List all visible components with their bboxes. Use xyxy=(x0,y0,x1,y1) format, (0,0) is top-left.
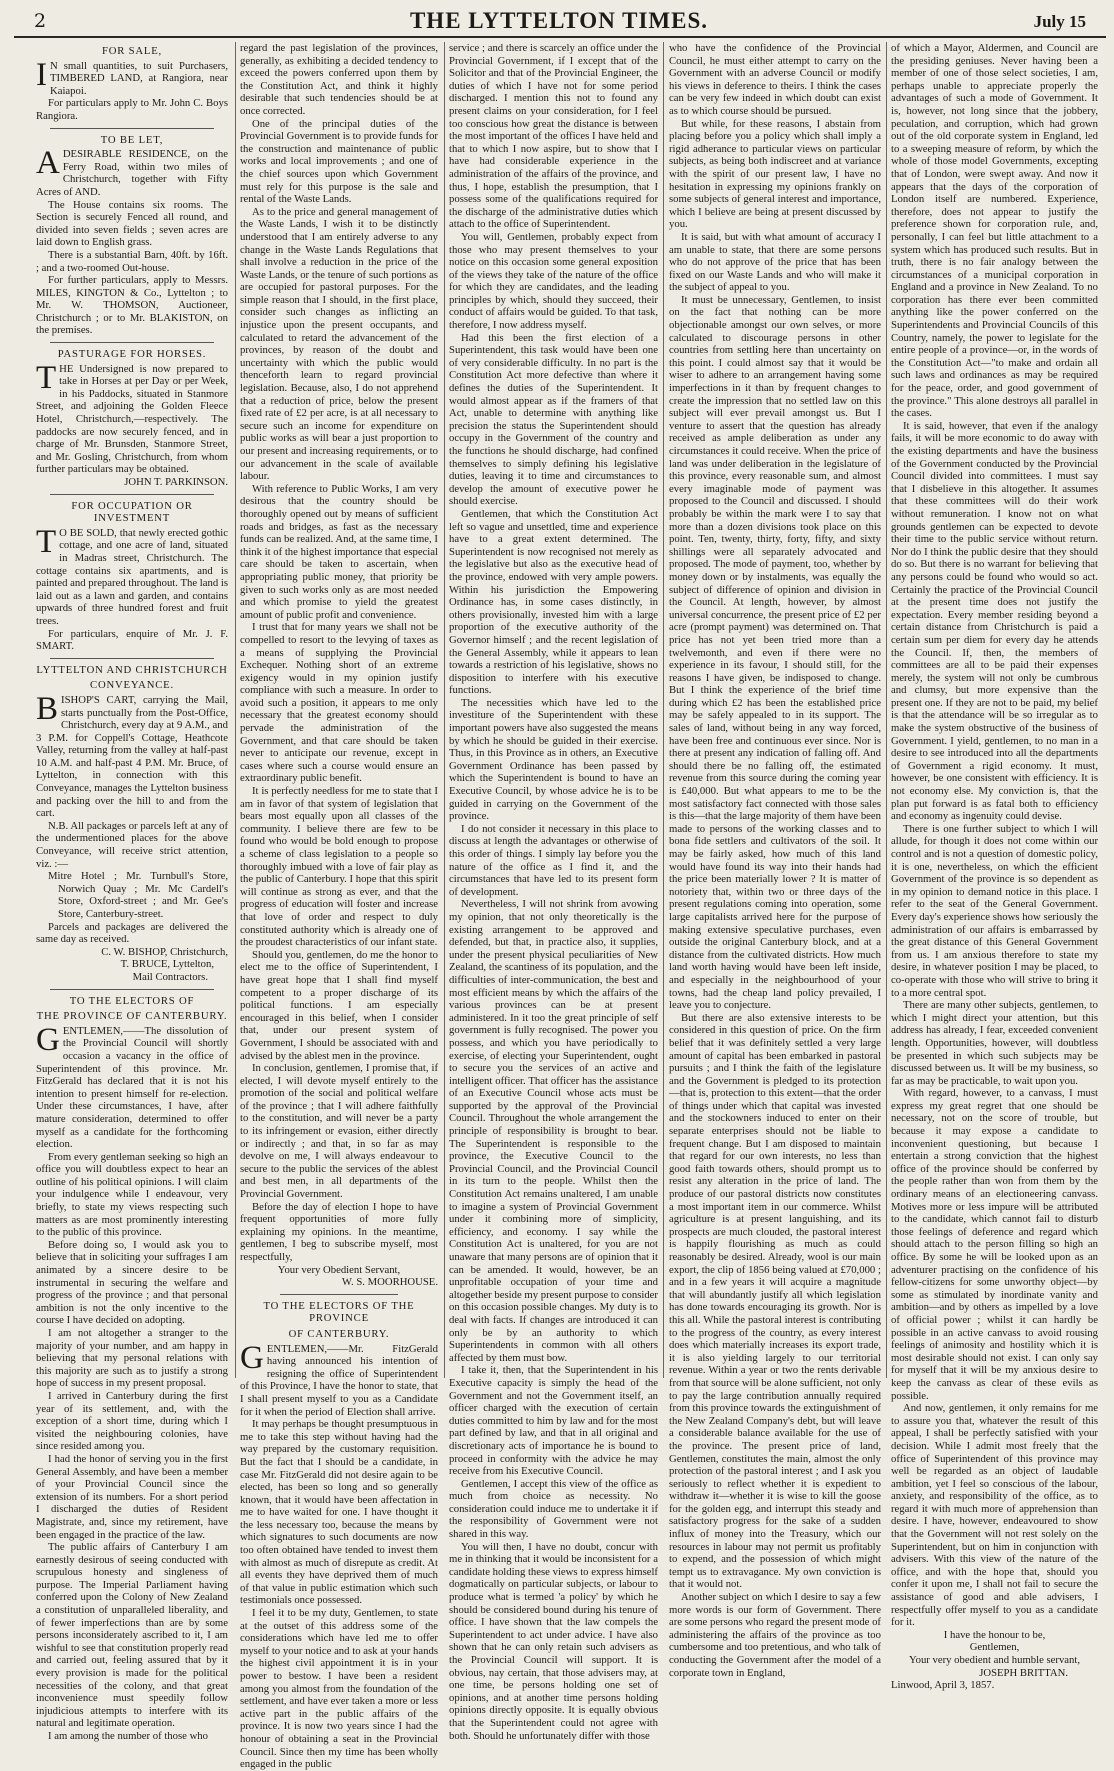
drop-cap: I xyxy=(36,56,47,93)
advert-to-let xyxy=(36,134,228,338)
address-text: From every gentleman seeking so high an office you will doubtless expect to hear an outline of his political opinions. I will claim your indulgence while I endeavour, very briefly, to state my views respecting such matters as are most prominently interesting to the public of this province. xyxy=(36,1150,228,1239)
advert-text: Parcels and packages are delivered the same day as received. xyxy=(36,920,228,946)
address-closing: Your very Obedient Servant, xyxy=(277,1263,401,1276)
address-text: There is one further subject to which I will allude, for though it does not come within our control and is not a question of domestic policy, it is one, nevertheless, on which the efficient Government of the province is so dependent as in my opinion to demand notice in this place. I refer to the seat of the General Government. Every day's experience shows how seriously the administration of our affairs is embarrassed by the great distance of this General Government from us. I am anxious therefore to state my desire, in whatever position I may be placed, to co-operate with those who will strive to bring it to a more central spot. xyxy=(891,822,1098,999)
address-text: I do not consider it necessary in this place to discuss at length the advantages or otherwise of this order of things. I simply lay before you the nature of the office as I find it, and the circumstances that have led to its present form of development. xyxy=(449,822,658,898)
address-text: I arrived in Canterbury during the first year of its settlement, and, with the exception of a short time, during which I visited the neighbouring colonies, have since resided among you. xyxy=(36,1389,228,1453)
advert-for-sale xyxy=(36,45,228,123)
drop-cap: T xyxy=(36,523,57,560)
address-text: Nevertheless, I will not shrink from avowing my opinion, that not only theoretically is the existing arrangement to be approved and defended, but that, in practice also, it supplies, under the present physical peculiarities of New Zealand, the scantiness of its population, and the difficulties of inter-communication, the best and most efficient means by which the affairs of the various provinces can be at present administered. In it too the great principle of self government is fully recognised. The power you possess, and which you have periodically to exercise, of electing your Superintendent, ought to secure you the services of an active and intelligent officer. That officer has the assistance of an Executive Council whose acts must be supported by the approval of the Provincial Council. Throughout the whole arrangement the principle of responsibility is brought to bear. The Superintendent is responsible to the province, the Executive Council to the Provincial Council, and the Provincial Council in its turn to the people. Whilst then the Constitution Act remains unaltered, I am unable to imagine a system of Provincial Government under it combining more of simplicity, efficiency, and economy. I say while the Constitution Act is unaltered, for you are not unaware that many persons are of opinion that it can be amended. It would, however, be an unprofitable occupation of your time and altogether beside my present purpose to consider on this occasion possible changes. My duty is to deal with facts. If changes are introduced it can only be by an authority to which Superintendents in common with all others affected by them must bow. xyxy=(449,898,658,1364)
address-text: Gentlemen, that which the Constitution Act left so vague and unsettled, time and experience have to a great extent determined. The Superintendent is now recognised not merely as the legislative but also as the executive head of the province, endowed with very ample powers. Within his jurisdiction the Empowering Ordinance has, in some cases distinctly, in others provisionally, invested him with a large proportion of the executive authority of the Governor himself ; and the recent legislation of the General Assembly, while it appears to lean towards a restriction of his legislative, shows no disposition to interfere with his executive functions. xyxy=(449,507,658,697)
column-4 xyxy=(669,42,881,1679)
column-5 xyxy=(891,42,1098,1692)
masthead xyxy=(14,6,1104,36)
address-text: Another subject on which I desire to say a few more words is our form of Government. There are some persons who regard the present mode of administering the affairs of the province as too cumbersome and too pretentious, and who talk of conducting the Government after the model of a corporate town in England, xyxy=(669,1591,881,1679)
address-closing: Gentlemen, xyxy=(969,1641,1020,1654)
advert-signature: T. BRUCE, Lyttelton, xyxy=(120,958,214,971)
advert-separator xyxy=(50,658,214,659)
address-text: service ; and there is scarcely an office under the Provincial Government, if I except that of the Solicitor and that of the Provincial Engineer, the duties of which I have not for some period discharged. I mention this not to found any present claims on your consideration, for I feel too conscious how great the distance is between the most important of the offices I have held and that to which I now aspire, but to show that I have had considerable experience in the administration of the affairs of the province, and thus, I hope, establish the presumption, that I possess some of the qualifications required for the discharge of the administrative duties which attach to the office of Superintendent. xyxy=(449,42,658,231)
address-text: You will, Gentlemen, probably expect from those who may present themselves to your notice on this occasion some general exposition of the views they take of the nature of the office for which they are candidates, and the leading principles by which, should they succeed, their conduct of affairs would be guided. To that task, therefore, I now address myself. xyxy=(449,230,658,332)
column-3 xyxy=(449,42,658,1742)
advert-text: For particulars, enquire of Mr. J. F. SMART. xyxy=(36,627,228,653)
address-text: The public affairs of Canterbury I am earnestly desirous of seeing conducted with scrupulous honesty and singleness of purpose. The Imperial Parliament having conferred upon the Colony of New Zealand a constitution of unparalleled liberality, and of fewer imperfections than are by some persons inconsiderately ascribed to it, I am wishful to see that constitution properly read and carried out, feeling assured that by it every provision is made for the political necessities of the colony, and that great inconvenience must speedily follow injudicious attempts to interfere with its natural and legitimate operation. xyxy=(36,1541,228,1730)
address-text: ENTLEMEN,——The dissolution of the Provincial Council will shortly occasion a vacancy in the office of Superintendent of this province. Mr. FitzGerald has declared that it is not his intention to present himself for re-election. Under these circumstances, I have, after mature consideration, determined to offer myself as a candidate for the forthcoming election. xyxy=(36,1024,228,1151)
address-text: But while, for these reasons, I abstain from placing before you a policy which shall imply a rigid adherance to particular views on particular subjects, as being both indiscreet and at variance with the spirit of our present law, I have no hesitation in expressing my opinions frankly on some subjects of general interest and importance, which I believe are being at present discussed by you. xyxy=(669,117,881,231)
address-text: It is perfectly needless for me to state that I am in favor of that system of legislation that bears most equally upon all classes of the community. I believe there are few to be found who would be bold enough to propose a scheme of class legislation to a people so thoroughly imbued with a love of fair play as the public of Canterbury. I hope that this spirit will continue as strong as ever, and that the progress of education will foster and increase that love of order and respect to duly constituted authority which is already one of the proudest characteristics of our infant state. xyxy=(240,785,438,949)
drop-cap: G xyxy=(36,1021,60,1058)
advert-heading: FOR OCCUPATION OR INVESTMENT xyxy=(71,499,193,525)
address-text: And now, gentlemen, it only remains for me to assure you that, whatever the result of this appeal, I shall be perfectly satisfied with your decision. While I admit most freely that the office of Superintendent of this province may well be regarded as an object of laudable ambition, yet I feel so conscious of the labour, anxiety, and responsibility of the office, as to regard it with much more of apprehension than desire. I have, however, endeavoured to show that the Government will not rest solely on the Superintendent, but on him in conjunction with advisers. With this view of the nature of the office, and with the hope that, should you confer it upon me, I shall not fail to secure the assistance of good and able advisers, I respectfully offer myself to you as a candidate for it. xyxy=(891,1402,1098,1629)
address-text: Gentlemen, I accept this view of the office as much from choice as necessity. No consideration could induce me to undertake it if the responsibility of Government were not shared in this way. xyxy=(449,1477,658,1541)
advert-text: ISHOP'S CART, carrying the Mail, starts punctually from the Post-Office, Christchurch, every day at 9 A.M., and 3 P.M. for Coppell's Cottage, Heathcote Valley, returning from the valley at half-past 10 A.M. and half-past 4 P.M. Mr. Bruce, of Lyttelton, in connection with this Conveyance, manages the Lyttelton business and packing over the hill to and from the cart. xyxy=(36,693,228,820)
advert-text: Mitre Hotel ; Mr. Turnbull's Store, Norwich Quay ; Mr. Mc Cardell's Store, Oxford-street ; and Mr. Gee's Store, Canterbury-street. xyxy=(48,870,228,920)
address-text: Should you, gentlemen, do me the honor to elect me to the office of Superintendent, I have great hope that I shall find myself competent to a proper discharge of its political functions. I am especially encouraged in this belief, when I consider that, under our present system of Government, I should be associated with and advised by the ablest men in the province. xyxy=(240,948,438,1062)
column-divider xyxy=(444,42,445,1378)
advert-occupation xyxy=(36,500,228,653)
advert-separator xyxy=(50,989,214,990)
advert-text: HE Undersigned is now prepared to take in Horses at per Day or per Week, in his Paddocks, situated in Stanmore Street, and adjoining the Golden Fleece Hotel, Christchurch,—respectively. The paddocks are now securely fenced, and in charge of Mr. Brunsden, Stanmore Street, and Mr. Gosling, Christchurch, from whom further particulars may be obtained. xyxy=(36,362,228,476)
advert-signature: JOHN T. PARKINSON. xyxy=(124,476,228,488)
address-text: Before the day of election I hope to have frequent opportunities of more fully explaining my opinions. In the meantime, gentlemen, I beg to subscribe myself, most respectfully, xyxy=(240,1200,438,1263)
address-text: It is said, but with what amount of accuracy I am unable to state, that there are some persons who do not approve of the price that has been fixed on our Waste Lands and who will make it the subject of appeal to you. xyxy=(669,230,881,294)
advert-heading: LYTTELTON AND CHRISTCHURCH xyxy=(36,663,228,676)
address-text: With regard, however, to a canvass, I must express my great regret that one should be necessary, not on the score of trouble, but because it may expose a candidate to inconvenient questioning, but because I entertain a strong conviction that the highest office of the province should be conferred by the people rather than won from them by the ordinary means of an electioneering canvass. Motives more or less impure will be attributed to the candidate, which cannot fail to disturb those feelings of deference and regard which should attach to the person filling so high an office. By some he will be looked upon as an adventurer practising on the confidence of his fellow-citizens for some unworthy object—by some as stimulated by inordinate vanity and ambition—and by others as impelled by a love of official power ; whilst it can hardly be possible in an active canvass to avoid rousing feelings of animosity and hostility which it is most desirable should not exist. I can only say for myself that it will be my anxious desire to keep the canvass as clear of these evils as possible. xyxy=(891,1087,1098,1402)
address-text: who have the confidence of the Provincial Council, he must either attempt to carry on the Government with an adverse Council or modify his views in deference to theirs. I think the cases can be very few indeed in which doubt can exist as to which course should be pursued. xyxy=(669,42,881,117)
address-text: There are many other subjects, gentlemen, to which I might direct your attention, but this address has already, I fear, exceeded convenient length. Opportunities, however, will doubtless be presented in which such subjects may be discussed between us. It will be my business, so far as may be practicable, to wait upon you. xyxy=(891,999,1098,1087)
address-text: It may perhaps be thought presumptuous in me to take this step without having had the way prepared by the customary requisition. But the fact that I should be a candidate, in case Mr. FitzGerald did not desire again to be elected, has been so long and so generally known, that it would have been affectation in me to have waited for one. I have thought it the less necessary too, because the means by which signatures to such documents are now too often obtained have tended to invest them with almost as much of disrepute as credit. At all events they have deprived them of much of that value in public estimation which such testimonials once possessed. xyxy=(240,1418,438,1607)
address-text: But there are also extensive interests to be considered in this question of price. On the firm belief that it was definitely settled a very large amount of capital has been embarked in pastoral pursuits ; and I think the faith of the legislature and the Government is pledged to its protection—that is, protection to this extent—that the order of things under which that capital was invested and the stockowners induced to enter on their separate enterprises should not be liable to frequent change. But I am disposed to maintain that regard for our own interests, no less than good faith towards others, should prompt us to resist any alteration in the price of land. The produce of our pastoral districts now constitutes a most important item in our commerce. Whilst agriculture is at present languishing, and its prospects are much clouded, the pastoral interest is happily flourishing as much as could reasonably be desired. Already, wool is our main export, the clip of 1856 being valued at £70,000 ; and in a few years it will acquire a magnitude that will abundantly justify all which legislation has done towards encouraging its growth. Nor is this all. While the pastoral interest is contributing to the progress of the country, as every interest does which materially increases its export trade, it is also yielding largely to our territorial revenue. Within a year or two the rents derivable from that source will be alone sufficient, not only to pay the large contribution annually required from this province towards the extinguishment of the New Zealand Company's debt, but will leave a considerable balance available for the use of the province. The present price of land, Gentlemen, constitutes the main, almost the only protection of the pastoral interest ; and I ask you seriously to reflect whether it is expedient to withdraw it—whether it is wise to kill the goose for the golden egg, and interrupt this steady and satisfactory progress for the sake of a sudden influx of money into the Treasury, which our resources in labour may not permit us profitably to expend, and the possession of which might tempt us to extravagance. My own conviction is that it would not. xyxy=(669,1011,881,1591)
address-closing: I have the honour to be, xyxy=(943,1628,1046,1641)
newspaper-title: THE LYTTELTON TIMES. xyxy=(409,8,709,33)
address-dateline: Linwood, April 3, 1857. xyxy=(891,1679,995,1692)
address-text: I take it, then, that the Superintendent in his Executive capacity is simply the head of the Government and not the Government itself, an officer charged with the execution of certain duties committed to him by law and for the most part defined by law, and that in all original and discretionary acts of importance he is bound to proceed in conformity with the advice he may receive from his Executive Council. xyxy=(449,1364,658,1478)
advert-separator xyxy=(50,494,214,495)
drop-cap: G xyxy=(240,1339,264,1376)
address-text: I trust that for many years we shall not be compelled to resort to the levying of taxes as a means of supplying the Provincial Exchequer. Nothing short of an extreme exigency would in my opinion justify compliance with such a measure. In order to avoid such a position, it appears to me only necessary that the greatest economy should pervade the administration of the Government, and that care should be taken never to anticipate our revenue, except in cases where such a course would ensure an extraordinary public benefit. xyxy=(240,621,438,785)
address-text: I am among the number of those who xyxy=(48,1730,208,1742)
advert-text: For further particulars, apply to Messrs. MILES, KINGTON & Co., Lyttelton ; to Mr. W. THOMSON, Auctioneer, Christchurch ; or to Mr. BLAKISTON, on the premises. xyxy=(36,274,228,337)
address-brittan xyxy=(240,1300,438,1771)
advert-signature: C. W. BISHOP, Christchurch, xyxy=(101,945,228,958)
column-divider xyxy=(235,42,236,1378)
address-text: You will then, I have no doubt, concur with me in thinking that it would be inconsistent for a candidate holding these views to express himself dogmatically on particular subjects, or labour to produce what is termed 'a policy' by which he should be considered bound during his tenure of office. I have shown that the law compels the Superintendent to act under advice. I have also shown that he can only retain such advisers as the Provincial Council will support. It is obvious, nay certain, that those advisers may, at one time, be persons holding one set of opinions, and at another time persons holding opinions directly opposite. It is equally obvious that the Superintendent could not agree with both. Should he unfortunately differ with those xyxy=(449,1540,658,1742)
address-text: As to the price and general management of the Waste Lands, I wish it to be distinctly understood that I am entirely adverse to any change in the Waste Lands Regulations that shall involve a reduction in the price of the Waste Lands, or the tenure of such portions as are occupied for pastoral purposes. For the simple reason that I should, in the first place, consider such changes as inflicting an injustice upon the present occupants, and calculated to retard the advancement of the provinces, by reason of the doubt and uncertainty with which the public would thenceforth learn to regard provincial legislation. Because, also, I do not apprehend that a reduction of price, below the present fixed rate of £2 per acre, is at all necessary to secure such an income for expenditure on public works as will bear a just proportion to our present and increasing requirements, or to our advancement in the scale of available labour. xyxy=(240,205,438,483)
address-text: Had this been the first election of a Superintendent, this task would have been one of very considerable difficulty. In no part is the Constitution Act more defective than where it defines the duties of the Superintendent. It would almost appear as if the framers of that Act, unable to determine with anything like precision the status the Superintendent should occupy in the Government of the country and the functions he should discharge, had confined themselves to simply defining his legislative duties, leaving it to time and circumstances to develop the amount of executive power he should exercise. xyxy=(449,331,658,508)
address-moorhouse xyxy=(36,995,228,1743)
address-text: One of the principal duties of the Provincial Government is to provide funds for the construction and maintenance of public works and local improvements ; and one of the chief sources upon which Government must rely for this purpose is the sale and rental of the Waste Lands. xyxy=(240,117,438,206)
advert-heading: FOR SALE, xyxy=(101,45,163,57)
advert-signature: Mail Contractors. xyxy=(132,970,208,983)
address-text: ENTLEMEN,——Mr. FitzGerald having announced his intention of resigning the office of Superintendent of this Province, I have the honor to state, that I shall present myself to you as a Candidate for it when the period of Election shall arrive. xyxy=(240,1342,438,1418)
address-text: In conclusion, gentlemen, I promise that, if elected, I will devote myself entirely to the promotion of the social and political welfare of the province ; that I will adhere faithfully to the constitution, and will never be a party to its infringement or evasion, either directly or indirectly ; and that, in so far as may devolve on me, I will always endeavour to secure to the public the services of the ablest and best men, in all departments of the Provincial Government. xyxy=(240,1062,438,1201)
address-closing: Your very obedient and humble servant, xyxy=(908,1654,1081,1666)
address-text: It is said, however, that even if the analogy fails, it will be more economic to do away with the existing departments and have the business of the Government conducted by the Provincial Council divided into committees. I must say that I disbelieve in this altogether. It assumes that these committees will do their work without remuneration. I know not on what grounds gentlemen can be expected to devote their time to the public service without return. Nor do I think the public desire that they should do so. But there is no warrant for believing that any persons could be found who would so act. Certainly the practice of the Provincial Council at the present time does not justify the expectation. Every member residing beyond a certain distance from Christchurch is paid a certain sum per diem for every day he attends the Council. If, then, the members of committees are all to be paid their expenses merely, the system will not only be cumbrous and clumsy, but more expensive than the present one. If they are not to be paid, my belief is that the attendance will be so irregular as to make the system obstructive of the business of Government. I yield, gentlemen, to no man in a desire to see introduced into all the departments of Government a rigid economy. It must, however, be one consistent with efficiency. It is not economy else. My conviction is, that the plan put forward is as fatal both to efficiency and economy as ingenuity could devise. xyxy=(891,419,1098,823)
advert-conveyance xyxy=(36,664,228,984)
drop-cap: T xyxy=(36,359,57,396)
advert-heading: PASTURAGE FOR HORSES. xyxy=(57,348,207,361)
advert-subheading: CONVEYANCE. xyxy=(90,679,174,692)
address-separator xyxy=(280,1294,398,1295)
address-text: It must be unnecessary, Gentlemen, to insist on the fact that nothing can be more objectionable amongst our own selves, or more calculated to discourage persons in other countries from settling here than uncertainty on this point. I could almost say that it would be wiser to adhere to an arrangement having some imperfections in it than by frequent changes to create the impression that no settled law on this subject will ever prevail amongst us. But I venture to assert that the question has already received as ample deliberation as under any circumstances it could receive. When the price of land was under deliberation in the legislature of this province, every reasonable sum, and almost every imaginable mode of payment was proposed to the Council and discussed. I should probably be within the mark were I to say that more than a dozen divisions took place on this point. Ten, twenty, thirty, forty, fifty, and sixty shillings were all separately advocated and proposed. The mode of payment, too, whether by money down or by instalments, was equally the subject of difference of opinion and division in the Council. At length, however, by almost universal concurrence, the present price of £2 per acre (prompt payment) was determined on. That price has not yet been tried more than a twelvemonth, and even if there were no experience in its favour, I should still, for the reasons I have given, be indisposed to change. But I think the experience of the brief time during which £2 has been the established price may be safely appealed to in its support. The sales of land, without being in any way forced, have been free and continuous ever since. Nor is there at present any indication of falling off. And should there be no falling off, the estimated revenue from this source during the coming year is £40,000. But what appears to me to be the most satisfactory fact connected with those sales is this—that the large majority of them have been made to persons of the working classes and to bona fide settlers and cultivators of the soil. It may be fairly asked, how much of this land would have found its way into their hands had the price been materially lower ? It is matter of notoriety that, within two or three days of the present regulations coming into operation, some large capitalists arrived here for the purpose of making extensive speculative purchases, even outside the original Canterbury block, and at a distance from the cultivated districts. How much land worth having would have been left inside, and especially in the neighbourhood of your towns, had the cheap land policy prevailed, I leave you to conjecture. xyxy=(669,293,881,1012)
advert-text: N small quantities, to suit Purchasers, TIMBERED LAND, at Rangiora, near Kaiapoi. xyxy=(50,59,228,97)
address-text: of which a Mayor, Aldermen, and Council are the presiding geniuses. Never having been a member of one of those select societies, I am, perhaps unable to appreciate properly the advantages of such a mode of Government. It is, however, not long since that the jobbery, peculation, and corruption, which had grown out of the old corporate system in England, led to a sweeping measure of reform, by which the whole of those model Governments, excepting that of London, were swept away. And now it appears that the days of the corporation of London itself are numbered. Experience, therefore, does not appear to justify the preference shown for corporation rule, and, personally, I can feel but little attachment to a system which has produced such results. But in truth, there is no fair analogy between the circumstances of a municipal corporation in England and a province in New Zealand. To no corporation has there ever been committed anything like the power conferred on the Superintendents and Provincial Councils of this Country, namely, the power to legislate for the entire people of a province—or, in the words of the Constitution Act—"to make and ordain all such laws and ordinances as may be required for the peace, order, and good government of the province." This alone destroys all parallel in the cases. xyxy=(891,42,1098,420)
drop-cap: A xyxy=(36,145,60,182)
advert-separator xyxy=(50,128,214,129)
advert-pasturage xyxy=(36,348,228,489)
masthead-rule xyxy=(14,36,1106,38)
column-2 xyxy=(240,42,438,1771)
address-heading: TO THE ELECTORS OF THE PROVINCE xyxy=(263,1299,415,1325)
advert-text: DESIRABLE RESIDENCE, on the Ferry Road, within two miles of Christchurch, together with Fifty Acres of AND. xyxy=(36,148,228,198)
address-signature: W. S. MOORHOUSE. xyxy=(341,1276,438,1289)
address-heading: THE PROVINCE OF CANTERBURY. xyxy=(36,1010,228,1023)
issue-date: July 15 xyxy=(1033,12,1086,31)
address-text: regard the past legislation of the provinces, generally, as exhibiting a decided tendency to exceed the powers conferred upon them by the Constitution Act, and think it highly desirable that such tendencies should be at once corrected. xyxy=(240,42,438,117)
address-text: I feel it to be my duty, Gentlemen, to state at the outset of this address some of the considerations which have led me to offer myself to your notice and to ask at your hands the highest civil appointment it is in your power to bestow. I have been a resident among you almost from the foundation of the settlement, and have ever taken a more or less active part in the public affairs of the province. It is now two years since I had the honour of obtaining a seat in the Provincial Council. Since then my time has been wholly engaged in the public xyxy=(240,1607,438,1771)
advert-text: O BE SOLD, that newly erected gothic cottage, and one acre of land, situated in Madras street, Christchurch. The cottage contains six apartments, and is painted and prepared throughout. The land is laid out as a lawn and garden, and contains upwards of three hundred forest and fruit trees. xyxy=(36,526,228,627)
advert-separator xyxy=(50,342,214,343)
address-text: Before doing so, I would ask you to believe that in soliciting your suffrages I am animated by a sincere desire to be instrumental in securing the welfare and progress of the province ; and that personal ambition is not the only incentive to the course I have decided on adopting. xyxy=(36,1238,228,1327)
column-1 xyxy=(36,42,228,1742)
advert-text: N.B. All packages or parcels left at any of the undermentioned places for the above Conveyance, will receive strict attention, viz. :— xyxy=(36,819,228,870)
address-text: I had the honor of serving you in the first General Assembly, and have been a member of your Provincial Council since the extension of its numbers. For a short period I discharged the duties of Resident Magistrate, and, since my retirement, have been engaged in the practice of the law. xyxy=(36,1452,228,1541)
advert-text: The House contains six rooms. The Section is securely Fenced all round, and divided into seven fields ; seven acres are laid down to English grass. xyxy=(36,198,228,249)
advert-heading: TO BE LET, xyxy=(100,133,164,146)
advert-text: There is a substantial Barn, 40ft. by 16ft. ; and a two-roomed Out-house. xyxy=(36,248,228,274)
address-text: I am not altogether a stranger to the majority of your number, and am happy in believing that my personal relations with this majority are such as to justify a strong hope of success in my present proposal. xyxy=(36,1327,228,1390)
column-divider xyxy=(663,42,664,1378)
address-signature: JOSEPH BRITTAN. xyxy=(979,1666,1068,1679)
address-heading: TO THE ELECTORS OF xyxy=(69,994,195,1007)
advert-text: For particulars apply to Mr. John C. Boys Rangiora. xyxy=(36,97,228,122)
page-number: 2 xyxy=(34,10,47,32)
address-text: The necessities which have led to the investiture of the Superintendent with these important powers have also suggested the means by which he should be guided in their exercise. Thus, in this Province as in others, an Executive Government Ordinance has been passed by which the Superintendent is bound to have an Executive Council, by whose advice he is to be guided in carrying on the Government of the province. xyxy=(449,696,658,823)
address-text: With reference to Public Works, I am very desirous that the country should be thoroughly opened out by means of sufficient roads and bridges, as fast as the necessary funds can be realized. And, at the same time, I think it of the highest importance that especial care should be taken to ascertain, when appropriating public money, that priority be given to such works only as are most needed and which promise to yield the greatest amount of public profit and convenience. xyxy=(240,482,438,621)
drop-cap: B xyxy=(36,690,59,727)
column-divider xyxy=(886,42,887,1378)
address-heading: OF CANTERBURY. xyxy=(288,1327,390,1340)
